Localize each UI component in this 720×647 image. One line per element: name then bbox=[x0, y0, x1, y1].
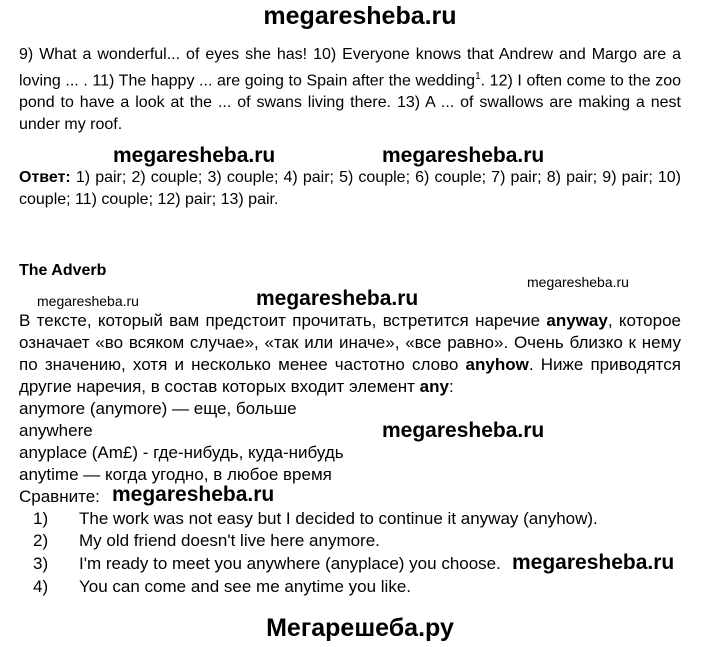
example-number: 2) bbox=[33, 531, 49, 550]
answer-label: Ответ: bbox=[19, 169, 71, 186]
exercise-text bbox=[19, 44, 681, 136]
word-anyhow: anyhow bbox=[465, 355, 529, 374]
section-heading: The Adverb bbox=[19, 262, 107, 279]
example-text: I'm ready to meet you anywhere (anyplace) you choose. bbox=[79, 554, 501, 573]
example-number: 3) bbox=[33, 554, 49, 573]
compare-label: Сравните: bbox=[19, 487, 100, 506]
example-item bbox=[33, 553, 501, 575]
watermark: megaresheba.ru bbox=[113, 144, 276, 167]
word-any: any bbox=[419, 377, 449, 396]
watermark: megaresheba.ru bbox=[527, 274, 629, 290]
watermark: megaresheba.ru bbox=[112, 483, 275, 506]
adverb-text-1: В тексте, который вам предстоит прочитать, встретится наречие bbox=[19, 311, 547, 330]
example-text: My old friend doesn't live here anymore. bbox=[79, 531, 380, 550]
example-item bbox=[33, 576, 411, 598]
adverb-text-3: . Ниже приводятся другие наречия, в состав которых входит элемент bbox=[19, 355, 681, 396]
adverb-list-item: anymore (anymore) — еще, больше bbox=[19, 399, 297, 418]
watermark: megaresheba.ru bbox=[37, 293, 139, 309]
adverb-list-item: anytime — когда угодно, в любое время bbox=[19, 465, 332, 484]
watermark: megaresheba.ru bbox=[256, 287, 419, 310]
watermark: megaresheba.ru bbox=[512, 551, 675, 574]
example-text: The work was not easy but I decided to continue it anyway (anyhow). bbox=[79, 509, 598, 528]
watermark: megaresheba.ru bbox=[382, 419, 545, 442]
example-text: You can come and see me anytime you like. bbox=[79, 577, 412, 596]
exercise-text-part-1: 9) What a wonderful... of eyes she has! 10) Everyone knows that Andrew and Margo are a loving ... . 11) The happy ... are going to Spain after the wedding bbox=[19, 46, 681, 90]
footer-watermark: Мегарешеба.ру bbox=[266, 614, 454, 642]
word-anyway: anyway bbox=[546, 311, 608, 330]
header-watermark: megaresheba.ru bbox=[263, 2, 457, 30]
example-number: 1) bbox=[33, 509, 49, 528]
adverb-list-item: anywhere bbox=[19, 421, 93, 440]
adverb-text-2: , которое означает «во всяком случае», «так или иначе», «все равно». Очень близко к нему по значению, хотя и несколько менее частотно слово bbox=[19, 311, 681, 374]
example-item bbox=[33, 530, 380, 552]
answer-block bbox=[19, 167, 681, 211]
adverb-list-item: anyplace (Am£) - где-нибудь, куда-нибудь bbox=[19, 443, 344, 462]
watermark: megaresheba.ru bbox=[382, 144, 545, 167]
exercise-text-part-2: . 12) I often come to the zoo pond to have a look at the ... of swans living there. 13) A ... of swallows are making a nest under my roof. bbox=[19, 72, 681, 134]
example-number: 4) bbox=[33, 577, 49, 596]
example-item bbox=[33, 508, 598, 530]
adverb-paragraph bbox=[19, 310, 681, 398]
footnote-mark: 1 bbox=[475, 71, 481, 82]
answer-text: 1) pair; 2) couple; 3) couple; 4) pair; 5) couple; 6) couple; 7) pair; 8) pair; 9) pair; 10) couple; 11) couple; 12) pair; 13) pair. bbox=[19, 169, 681, 208]
adverb-text-4: : bbox=[448, 377, 454, 396]
